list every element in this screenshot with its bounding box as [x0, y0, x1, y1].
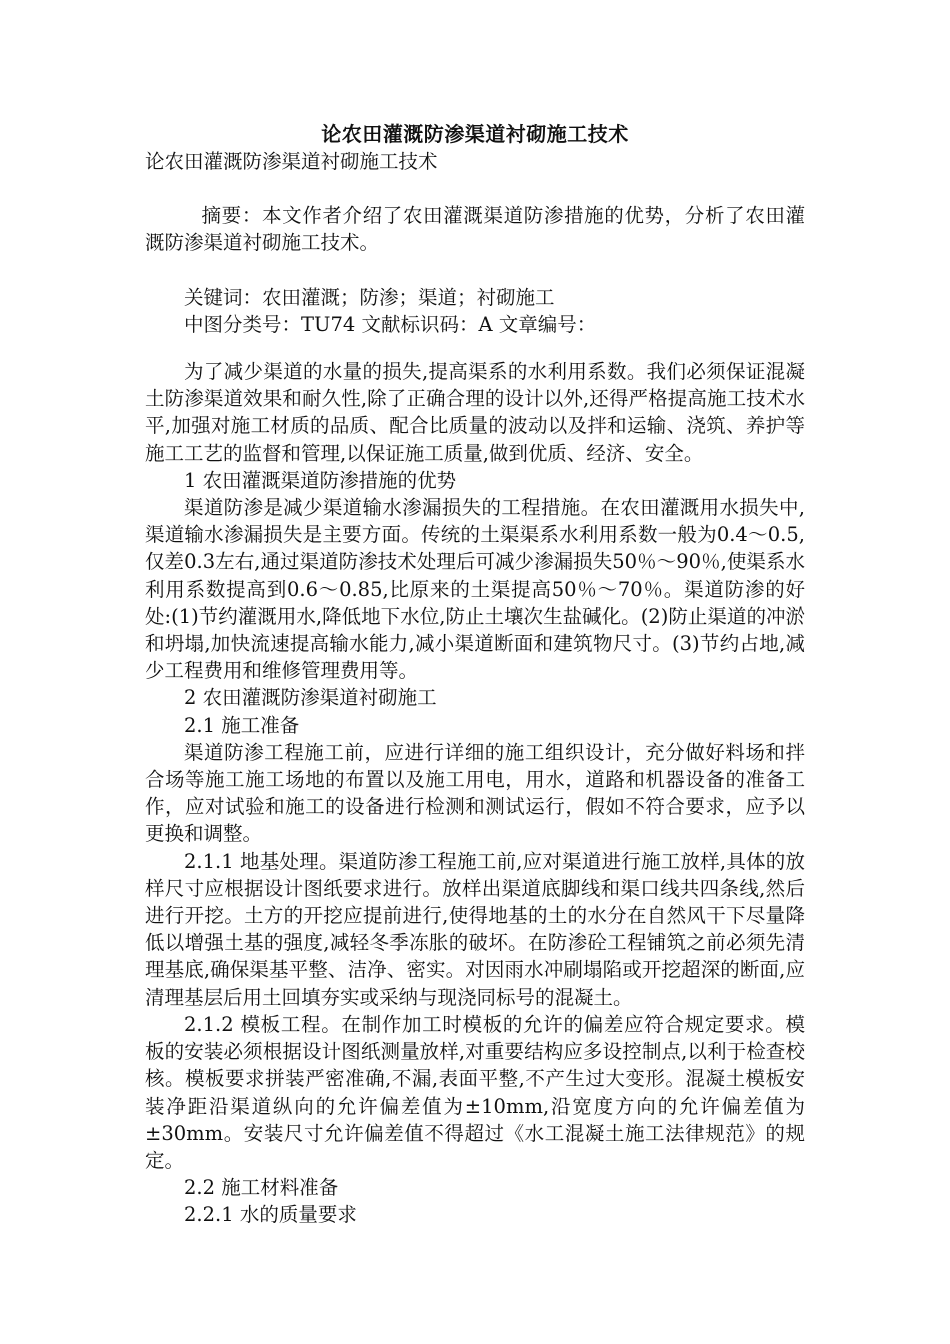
spacer [145, 257, 805, 284]
intro-paragraph: 为了减少渠道的水量的损失,提高渠系的水利用系数。我们必须保证混凝土防渗渠道效果和耐久性,除了正确合理的设计以外,还得严格提高施工技术水平,加强对施工材质的品质、配合比质量的波动以及拌和运输、浇筑、养护等施工工艺的监督和管理,以保证施工质量,做到优质、经济、安全。 [145, 360, 805, 465]
section-2-1-2-paragraph: 2.1.2 模板工程。在制作加工时模板的允许的偏差应符合规定要求。模板的安装必须根据设计图纸测量放样,对重要结构应多设控制点,以利于检查校核。模板要求拼装严密准确,不漏,表面平整,不产生过大变形。混凝土模板安装净距沿渠道纵向的允许偏差值为±10mm,沿宽度方向的允许偏差值为±30mm。安装尺寸允许偏差值不得超过《水工混凝土施工法律规范》的规定。 [145, 1012, 805, 1172]
section-2-1-paragraph: 渠道防渗工程施工前，应进行详细的施工组织设计，充分做好料场和拌合场等施工施工场地的布置以及施工用电，用水，道路和机器设备的准备工作，应对试验和施工的设备进行检测和测试运行，假如不符合要求，应予以更换和调整。 [145, 740, 805, 846]
section-heading-1: 1 农田灌溉渠道防渗措施的优势 [184, 468, 457, 492]
document-body [145, 148, 805, 1229]
section-heading-2-2-1: 2.2.1 水的质量要求 [184, 1203, 357, 1227]
section-heading-2-1: 2.1 施工准备 [184, 713, 300, 737]
document-subtitle: 论农田灌溉防渗渠道衬砌施工技术 [145, 150, 438, 173]
section-2-1-1-paragraph: 2.1.1 地基处理。渠道防渗工程施工前,应对渠道进行施工放样,具体的放样尺寸应根据设计图纸要求进行。放样出渠道底脚线和渠口线共四条线,然后进行开挖。土方的开挖应提前进行,使得地基的土的水分在自然风干下尽量降低以增强土基的强度,减轻冬季冻胀的破坏。在防渗砼工程铺筑之前必须先清理基底,确保渠基平整、洁净、密实。对因雨水冲刷塌陷或开挖超深的断面,应清理基层后用土回填夯实或采纳与现浇同标号的混凝土。 [145, 849, 805, 1009]
abstract-paragraph: 摘要：本文作者介绍了农田灌溉渠道防渗措施的优势，分析了农田灌溉防渗渠道衬砌施工技术。 [145, 204, 805, 255]
section-heading-2-2: 2.2 施工材料准备 [184, 1176, 339, 1200]
spacer [145, 338, 805, 358]
classification-line: 中图分类号：TU74 文献标识码：A 文章编号： [184, 312, 597, 336]
spacer [145, 175, 805, 202]
document-title: 论农田灌溉防渗渠道衬砌施工技术 [321, 122, 629, 146]
section-1-paragraph: 渠道防渗是减少渠道输水渗漏损失的工程措施。在农田灌溉用水损失中,渠道输水渗漏损失是主要方面。传统的土渠渠系水利用系数一般为0.4～0.5,仅差0.3左右,通过渠道防渗技术处理后可减少渗漏损失50％～90％,使渠系水利用系数提高到0.6～0.85,比原来的土渠提高50％～70％。渠道防渗的好处:(1)节约灌溉用水,降低地下水位,防止土壤次生盐碱化。(2)防止渠道的冲淤和坍塌,加快流速提高输水能力,减小渠道断面和建筑物尺寸。(3)节约占地,减少工程费用和维修管理费用等。 [145, 496, 805, 683]
section-heading-2: 2 农田灌溉防渗渠道衬砌施工 [184, 686, 437, 710]
keywords-line: 关键词：农田灌溉；防渗；渠道；衬砌施工 [184, 285, 555, 309]
